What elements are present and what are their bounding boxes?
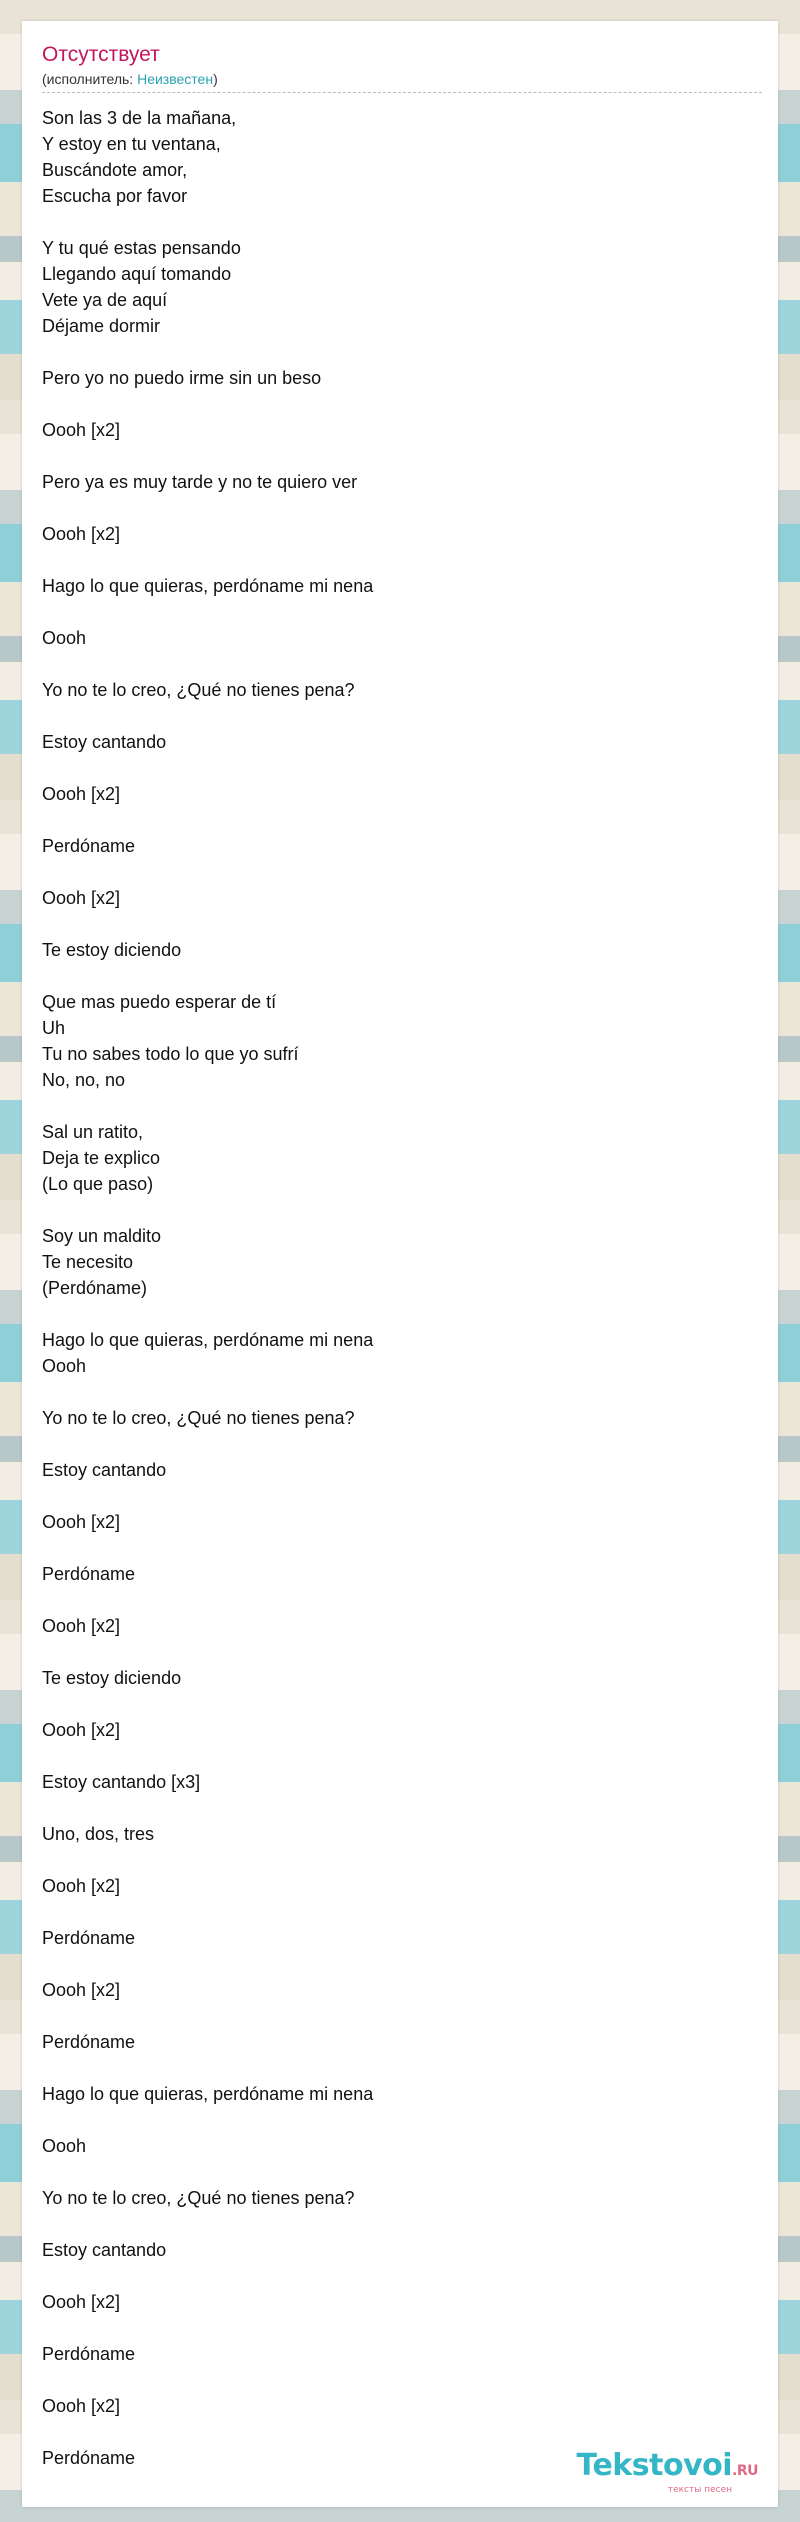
title-divider xyxy=(42,92,762,93)
artist-suffix: ) xyxy=(213,71,218,87)
logo-name: Tekstovoi xyxy=(576,2448,733,2483)
logo-tld: .RU xyxy=(732,2463,758,2479)
lyrics-card xyxy=(22,21,778,2507)
site-logo[interactable] xyxy=(576,2450,758,2495)
logo-wordmark xyxy=(576,2450,758,2487)
artist-link[interactable]: Неизвестен xyxy=(137,71,214,87)
lyrics-text: Son las 3 de la mañana, Y estoy en tu ventana, Buscándote amor, Escucha por favor Y tu qué estas pensando Llegando aquí tomando Vete ya de aquí Déjame dormir Pero yo no puedo irme sin un beso Oooh [x2] Pero ya es muy tarde y no te quiero ver Oooh [x2] Hago lo que quieras, perdóname mi nena Oooh Yo no te lo creo, ¿Qué no tienes pena? Estoy cantando Oooh [x2] Perdóname Oooh [x2] Te estoy diciendo Que mas puedo esperar de tí Uh Tu no sabes todo lo que yo sufrí No, no, no Sal un ratito, Deja te explico (Lo que paso) Soy un maldito Te necesito (Perdóname) Hago lo que quieras, perdóname mi nena Oooh Yo no te lo creo, ¿Qué no tienes pena? Estoy cantando Oooh [x2] Perdóname Oooh [x2] Te estoy diciendo Oooh [x2] Estoy cantando [x3] Uno, dos, tres Oooh [x2] Perdóname Oooh [x2] Perdóname Hago lo que quieras, perdóname mi nena Oooh Yo no te lo creo, ¿Qué no tienes pena? Estoy cantando Oooh [x2] Perdóname Oooh [x2] Perdóname xyxy=(42,108,374,2468)
artist-prefix: (исполнитель: xyxy=(42,71,138,87)
logo-tagline: тексты песен xyxy=(667,2485,732,2495)
song-title: Отсутствует xyxy=(42,43,160,66)
artist-line xyxy=(42,71,218,87)
